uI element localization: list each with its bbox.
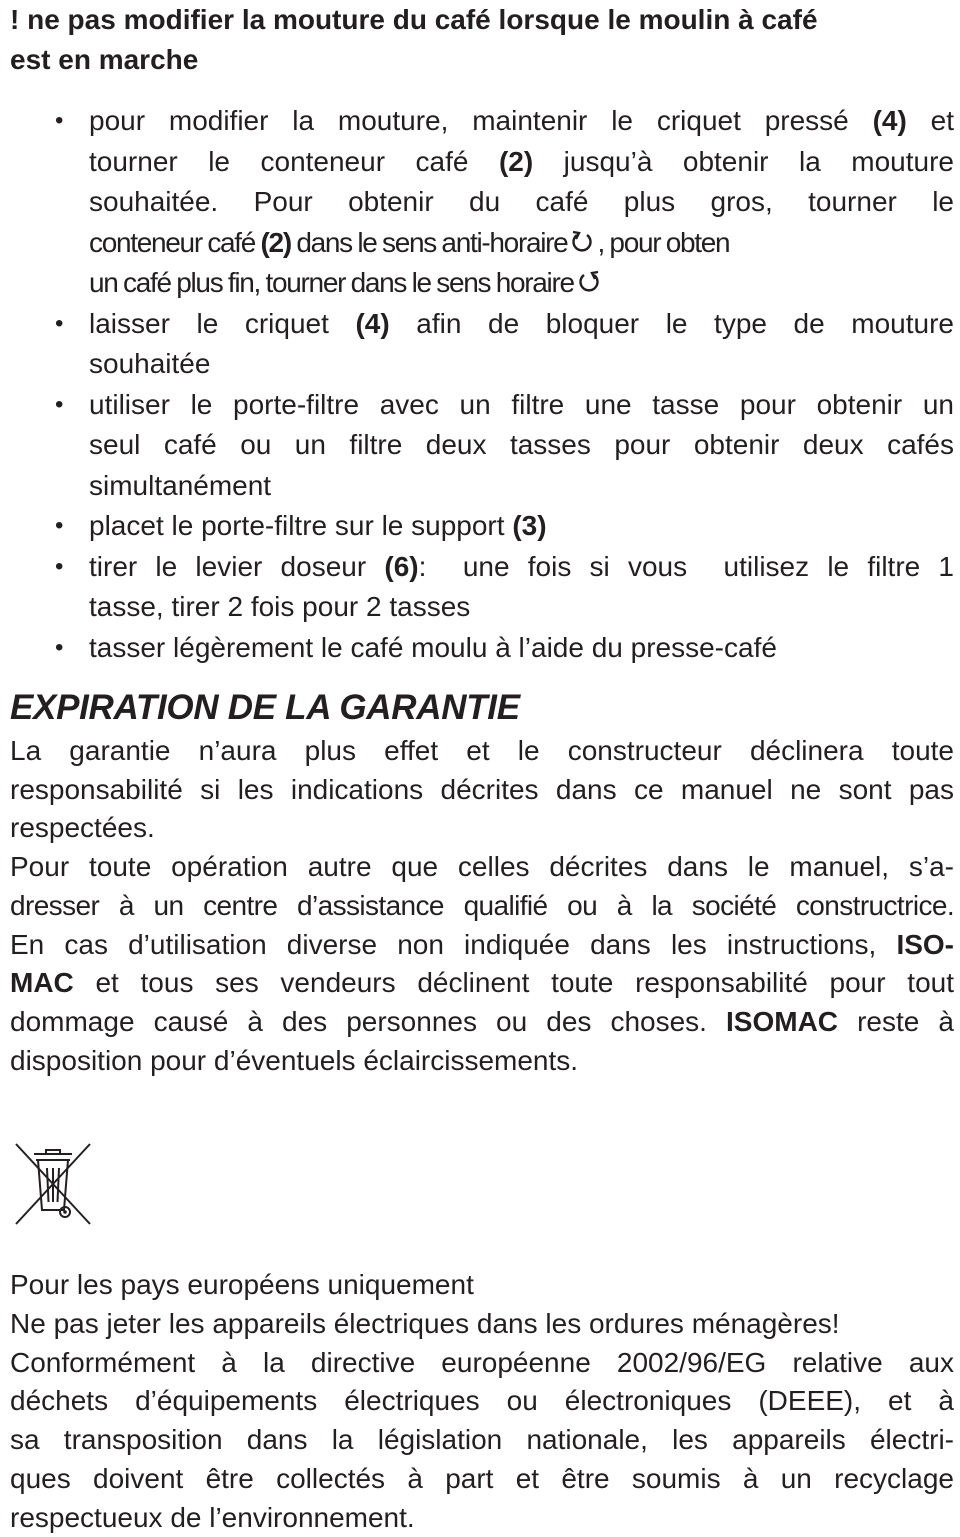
warranty-heading: EXPIRATION DE LA GARANTIE	[10, 688, 520, 727]
manual-page	[10, 0, 954, 1537]
warranty-paragraph-1: La garantie n’aura plus effet et le constructeur déclinera toute responsabilité si les indications décrites dans ce manuel ne sont pas respectées.	[10, 735, 954, 844]
crossed-out-wheelie-bin-icon	[10, 1140, 96, 1228]
warning-line-2: est en marche	[10, 44, 199, 75]
list-item: • placet le porte-filtre sur le support (3)	[10, 506, 954, 547]
list-item: • laisser le criquet (4) afin de bloquer le type de mouture souhaitée	[10, 304, 954, 385]
weee-notice: Pour les pays européens uniquement Ne pas jeter les appareils électriques dans les ordures ménagères! Conformément à la directive européenne 2002/96/EG relative aux déchets d’équipements électriques ou électroniques (DEEE), et à sa transposition dans la législation nationale, les appareils électri- ques doivent être collectés à part et être soumis à un recyclage respectueux de l’environnement.	[10, 1269, 954, 1533]
list-item: • utiliser le porte-filtre avec un filtre une tasse pour obtenir un seul café ou un filtre deux tasses pour obtenir deux cafés simultanément	[10, 385, 954, 507]
list-item: • tasser légèrement le café moulu à l’aide du presse-café	[10, 628, 954, 669]
warning-line-1: ! ne pas modifier la mouture du café lorsque le moulin à café	[10, 4, 818, 35]
list-item: • pour modifier la mouture, maintenir le criquet pressé (4) et tourner le conteneur café (2) jusqu’à obtenir la mouture souhaitée. Pour obtenir du café plus gros, tourner le conteneur café (2) dans le sens anti-horaire , pour obten un café plus fin, tourner dans le sens horaire	[10, 101, 954, 304]
clockwise-arrow-icon	[578, 266, 600, 292]
warranty-paragraph-3: En cas d’utilisation diverse non indiquée dans les instructions, ISO- MAC et tous ses vendeurs déclinent toute responsabilité pour tout dommage causé à des personnes ou des choses. ISOMAC reste à disposition pour d’éventuels éclaircissements.	[10, 928, 954, 1076]
list-item: • tirer le levier doseur (6): une fois si vous utilisez le filtre 1 tasse, tirer 2 fois pour 2 tasses	[10, 547, 954, 628]
grinding-steps-list	[10, 101, 954, 668]
counterclockwise-arrow-icon	[571, 226, 593, 252]
grinder-warning	[10, 0, 954, 80]
warranty-paragraph-2: Pour toute opération autre que celles décrites dans le manuel, s’a- dresser à un centre d’assistance qualifié ou à la société constructrice.	[10, 851, 954, 921]
